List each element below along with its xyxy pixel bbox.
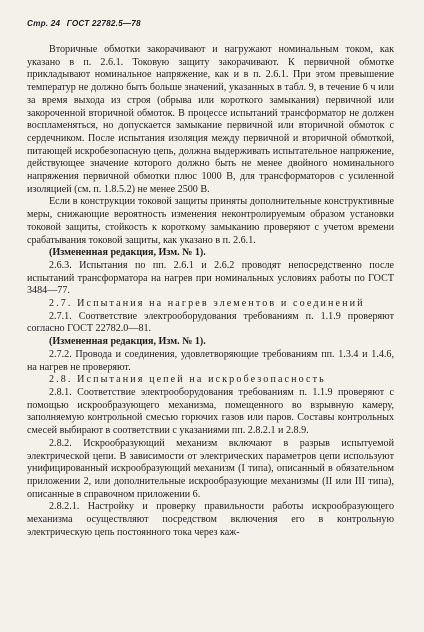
amendment-note: (Измененная редакция, Изм. № 1). [49, 247, 206, 259]
section-heading: 2.7. Испытания на нагрев элементов и соединений [49, 298, 365, 310]
paragraph: 2.7.2. Провода и соединения, удовлетворяющие требованиям пп. 1.3.4 и 1.4.6, на нагрев не проверяют. [27, 348, 394, 373]
paragraph: 2.8.2. Искрообразующий механизм включают в разрыв испытуемой электрической цепи. В зависимости от электрических параметров цепи используют унифицированный искрообразующий механизм (I типа), описанный в обязательном приложении 2, или дополнительные искрообразующие механизмы (II или III типа), описанные в справочном приложении 6. [27, 437, 394, 500]
paragraph: 2.7.1. Соответствие электрооборудования требованиям п. 1.1.9 проверяют согласно ГОСТ 22782.0—81. [27, 310, 394, 335]
paragraph: Вторичные обмотки закорачивают и нагружают номинальным током, как указано в п. 2.6.1. Токовую защиту закорачивают. К первичной обмотке прикладывают номинальное напряжение, как и в п. 2.6.1. При этом превышение температур не должно быть больше значений, указанных в табл. 9, в течение 6 ч или за время выхода из строя (обрыва или короткого замыкания) первичной или закороченной вторичной обмоток. В процессе испытаний трансформатор не должен воспламеняться, но допускается замыкание первичной или вторичной обмоток с сердечником. После испытания изоляция между первичной и вторичной обмоткой, питающей искробезопасную цепь, должна выдерживать испытательное напряжение, действующее значение которого должно быть не менее двойного номинального напряжения первичной обмотки плюс 1000 В, для трансформаторов с усиленной изоляцией (см. п. 1.8.5.2) не менее 2500 В. [27, 44, 394, 195]
page-header [27, 19, 394, 29]
standard-code: ГОСТ 22782.5—78 [66, 19, 141, 28]
paragraph: 2.6.3. Испытания по пп. 2.6.1 и 2.6.2 проводят непосредственно после испытаний трансформатора на нагрев при номинальных условиях работы по ГОСТ 3484—77. [27, 259, 394, 297]
paragraph: Если в конструкции токовой защиты приняты дополнительные конструктивные меры, снижающие вероятность изменения неконтролируемым образом установки токовой защиты, стойкость к короткому замыканию проверяют с учетом времени срабатывания токовой защиты, как указано в п. 2.6.1. [27, 196, 394, 246]
page-number: Стр. 24 [27, 19, 61, 28]
document-body [27, 44, 394, 539]
amendment-note: (Измененная редакция, Изм. № 1). [49, 336, 206, 348]
section-heading: 2.8. Испытания цепей на искробезопасность [49, 374, 326, 386]
paragraph: 2.8.1. Соответствие электрооборудования требованиям п. 1.1.9 проверяют с помощью искрообразующего механизма, помещенного во взрывную камеру, заполняемую контрольной смесью горючих газов или паров. Составы контрольных смесей выбирают в соответствии с указаниями пп. 2.8.2.1 и 2.8.9. [27, 386, 394, 437]
paragraph: 2.8.2.1. Настройку и проверку правильности работы искрообразующего механизма осуществляют посредством включения его в контрольную электрическую цепь постоянного тока через каж- [27, 501, 394, 538]
